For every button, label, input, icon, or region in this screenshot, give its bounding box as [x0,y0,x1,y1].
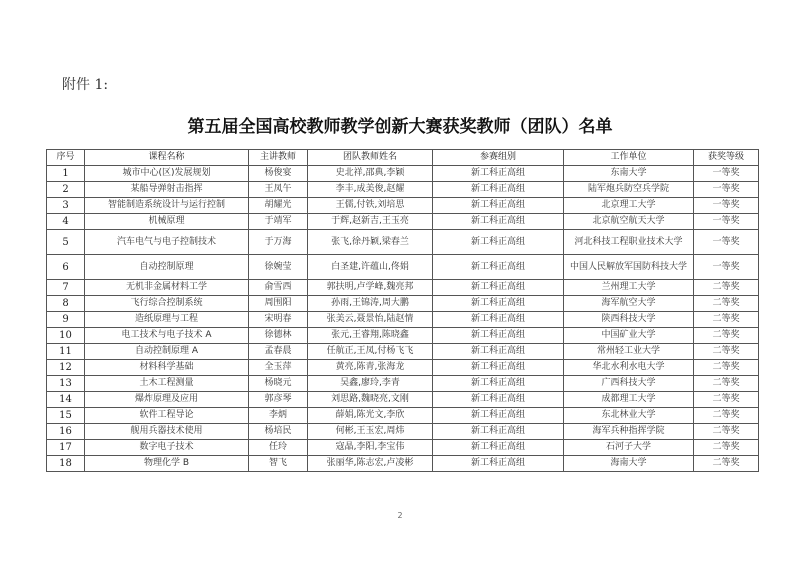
header-award: 获奖等级 [694,150,759,166]
group-cell: 新工科正高组 [433,166,564,182]
document-title: 第五届全国高校教师教学创新大赛获奖教师（团队）名单 [187,117,613,137]
group-cell: 新工科正高组 [433,182,564,198]
organization-cell: 陆军炮兵防空兵学院 [564,182,694,198]
course-cell: 某船导弹射击指挥 [85,182,249,198]
course-cell: 数字电子技术 [85,440,249,456]
table-row [47,408,759,424]
lead-teacher-cell: 胡耀光 [249,198,308,214]
header-lead-teacher: 主讲教师 [249,150,308,166]
course-cell: 电工技术与电子技术 A [85,328,249,344]
lead-teacher-cell: 郭彦琴 [249,392,308,408]
course-cell: 智能制造系统设计与运行控制 [85,198,249,214]
organization-cell: 石河子大学 [564,440,694,456]
group-cell: 新工科正高组 [433,424,564,440]
organization-cell: 成都理工大学 [564,392,694,408]
seq-cell: 5 [47,230,85,255]
award-cell: 二等奖 [694,312,759,328]
organization-cell: 陕西科技大学 [564,312,694,328]
header-seq: 序号 [47,150,85,166]
organization-cell: 海南大学 [564,456,694,472]
award-cell: 二等奖 [694,360,759,376]
lead-teacher-cell: 任玲 [249,440,308,456]
course-cell: 机械原理 [85,214,249,230]
seq-cell: 14 [47,392,85,408]
table-header-row [47,150,759,166]
award-cell: 一等奖 [694,166,759,182]
course-cell: 爆炸原理及应用 [85,392,249,408]
organization-cell: 中国人民解放军国防科技大学 [564,255,694,280]
group-cell: 新工科正高组 [433,392,564,408]
organization-cell: 兰州理工大学 [564,280,694,296]
award-cell: 一等奖 [694,182,759,198]
lead-teacher-cell: 徐婉莹 [249,255,308,280]
course-cell: 材料科学基础 [85,360,249,376]
team-members-cell: 刘思路,魏晓亮,文刚 [308,392,433,408]
award-cell: 二等奖 [694,376,759,392]
lead-teacher-cell: 于万海 [249,230,308,255]
seq-cell: 4 [47,214,85,230]
group-cell: 新工科正高组 [433,344,564,360]
group-cell: 新工科正高组 [433,255,564,280]
team-members-cell: 张飞,徐丹颖,梁春兰 [308,230,433,255]
table-body [47,166,759,472]
page-number: 2 [397,511,403,520]
table-row [47,296,759,312]
award-cell: 二等奖 [694,424,759,440]
table-row [47,255,759,280]
course-cell: 舰用兵器技术使用 [85,424,249,440]
table-row [47,312,759,328]
award-cell: 一等奖 [694,255,759,280]
table-row [47,280,759,296]
lead-teacher-cell: 于靖军 [249,214,308,230]
seq-cell: 1 [47,166,85,182]
seq-cell: 12 [47,360,85,376]
award-cell: 一等奖 [694,198,759,214]
team-members-cell: 李丰,成美俊,赵耀 [308,182,433,198]
award-cell: 二等奖 [694,280,759,296]
organization-cell: 东北林业大学 [564,408,694,424]
group-cell: 新工科正高组 [433,214,564,230]
team-members-cell: 何彬,王玉宏,周炜 [308,424,433,440]
lead-teacher-cell: 杨培民 [249,424,308,440]
group-cell: 新工科正高组 [433,376,564,392]
header-organization: 工作单位 [564,150,694,166]
organization-cell: 常州轻工业大学 [564,344,694,360]
team-members-cell: 吴鑫,廖玲,李青 [308,376,433,392]
seq-cell: 11 [47,344,85,360]
table-row [47,166,759,182]
organization-cell: 海军航空大学 [564,296,694,312]
header-course: 课程名称 [85,150,249,166]
lead-teacher-cell: 孟春晨 [249,344,308,360]
table-row [47,376,759,392]
table-row [47,214,759,230]
seq-cell: 16 [47,424,85,440]
award-cell: 二等奖 [694,440,759,456]
team-members-cell: 白圣建,许蕴山,佟娟 [308,255,433,280]
course-cell: 汽车电气与电子控制技术 [85,230,249,255]
lead-teacher-cell: 王凤午 [249,182,308,198]
course-cell: 物理化学 B [85,456,249,472]
header-group: 参赛组别 [433,150,564,166]
organization-cell: 广西科技大学 [564,376,694,392]
course-cell: 土木工程测量 [85,376,249,392]
lead-teacher-cell: 智飞 [249,456,308,472]
group-cell: 新工科正高组 [433,328,564,344]
organization-cell: 海军兵种指挥学院 [564,424,694,440]
team-members-cell: 史北祥,邵典,李颖 [308,166,433,182]
organization-cell: 北京理工大学 [564,198,694,214]
team-members-cell: 薛娟,陈光文,李欣 [308,408,433,424]
course-cell: 无机非金属材料工学 [85,280,249,296]
group-cell: 新工科正高组 [433,360,564,376]
group-cell: 新工科正高组 [433,440,564,456]
team-members-cell: 郭扶明,卢学峰,魏亮邦 [308,280,433,296]
team-members-cell: 孙雨,王锦涛,周大鹏 [308,296,433,312]
team-members-cell: 寇晶,李阳,李宝伟 [308,440,433,456]
award-cell: 一等奖 [694,230,759,255]
group-cell: 新工科正高组 [433,280,564,296]
table-row [47,360,759,376]
seq-cell: 9 [47,312,85,328]
seq-cell: 6 [47,255,85,280]
seq-cell: 17 [47,440,85,456]
lead-teacher-cell: 宋明春 [249,312,308,328]
team-members-cell: 张元,王睿翔,陈晓鑫 [308,328,433,344]
table-row [47,440,759,456]
award-cell: 二等奖 [694,392,759,408]
seq-cell: 7 [47,280,85,296]
lead-teacher-cell: 李炳 [249,408,308,424]
table-row [47,424,759,440]
table-row [47,456,759,472]
organization-cell: 河北科技工程职业技术大学 [564,230,694,255]
organization-cell: 华北水利水电大学 [564,360,694,376]
table-row [47,344,759,360]
team-members-cell: 张丽华,陈志宏,卢凌彬 [308,456,433,472]
award-cell: 一等奖 [694,214,759,230]
course-cell: 自动控制原理 A [85,344,249,360]
award-table [46,149,759,472]
table-row [47,328,759,344]
lead-teacher-cell: 杨俊宴 [249,166,308,182]
table-row [47,230,759,255]
seq-cell: 13 [47,376,85,392]
table-row [47,182,759,198]
award-cell: 二等奖 [694,344,759,360]
group-cell: 新工科正高组 [433,296,564,312]
course-cell: 城市中心(区)发展规划 [85,166,249,182]
group-cell: 新工科正高组 [433,312,564,328]
course-cell: 造纸原理与工程 [85,312,249,328]
group-cell: 新工科正高组 [433,198,564,214]
seq-cell: 3 [47,198,85,214]
award-cell: 二等奖 [694,328,759,344]
team-members-cell: 任航正,王凤,付杨飞飞 [308,344,433,360]
seq-cell: 2 [47,182,85,198]
lead-teacher-cell: 杨晓元 [249,376,308,392]
lead-teacher-cell: 俞雪西 [249,280,308,296]
group-cell: 新工科正高组 [433,456,564,472]
group-cell: 新工科正高组 [433,408,564,424]
team-members-cell: 黄亮,陈青,张海龙 [308,360,433,376]
organization-cell: 北京航空航天大学 [564,214,694,230]
lead-teacher-cell: 徐德林 [249,328,308,344]
lead-teacher-cell: 周围阳 [249,296,308,312]
award-cell: 二等奖 [694,408,759,424]
team-members-cell: 于辉,赵新吉,王玉亮 [308,214,433,230]
team-members-cell: 张美云,聂景怡,陆赵情 [308,312,433,328]
table-row [47,198,759,214]
course-cell: 自动控制原理 [85,255,249,280]
seq-cell: 10 [47,328,85,344]
lead-teacher-cell: 全玉萍 [249,360,308,376]
seq-cell: 18 [47,456,85,472]
team-members-cell: 王儒,付铁,刘培思 [308,198,433,214]
organization-cell: 东南大学 [564,166,694,182]
header-team-members: 团队教师姓名 [308,150,433,166]
course-cell: 飞行综合控制系统 [85,296,249,312]
table-row [47,392,759,408]
group-cell: 新工科正高组 [433,230,564,255]
attachment-label: 附件 1: [62,77,109,93]
organization-cell: 中国矿业大学 [564,328,694,344]
award-cell: 二等奖 [694,296,759,312]
seq-cell: 8 [47,296,85,312]
award-cell: 二等奖 [694,456,759,472]
seq-cell: 15 [47,408,85,424]
course-cell: 软件工程导论 [85,408,249,424]
